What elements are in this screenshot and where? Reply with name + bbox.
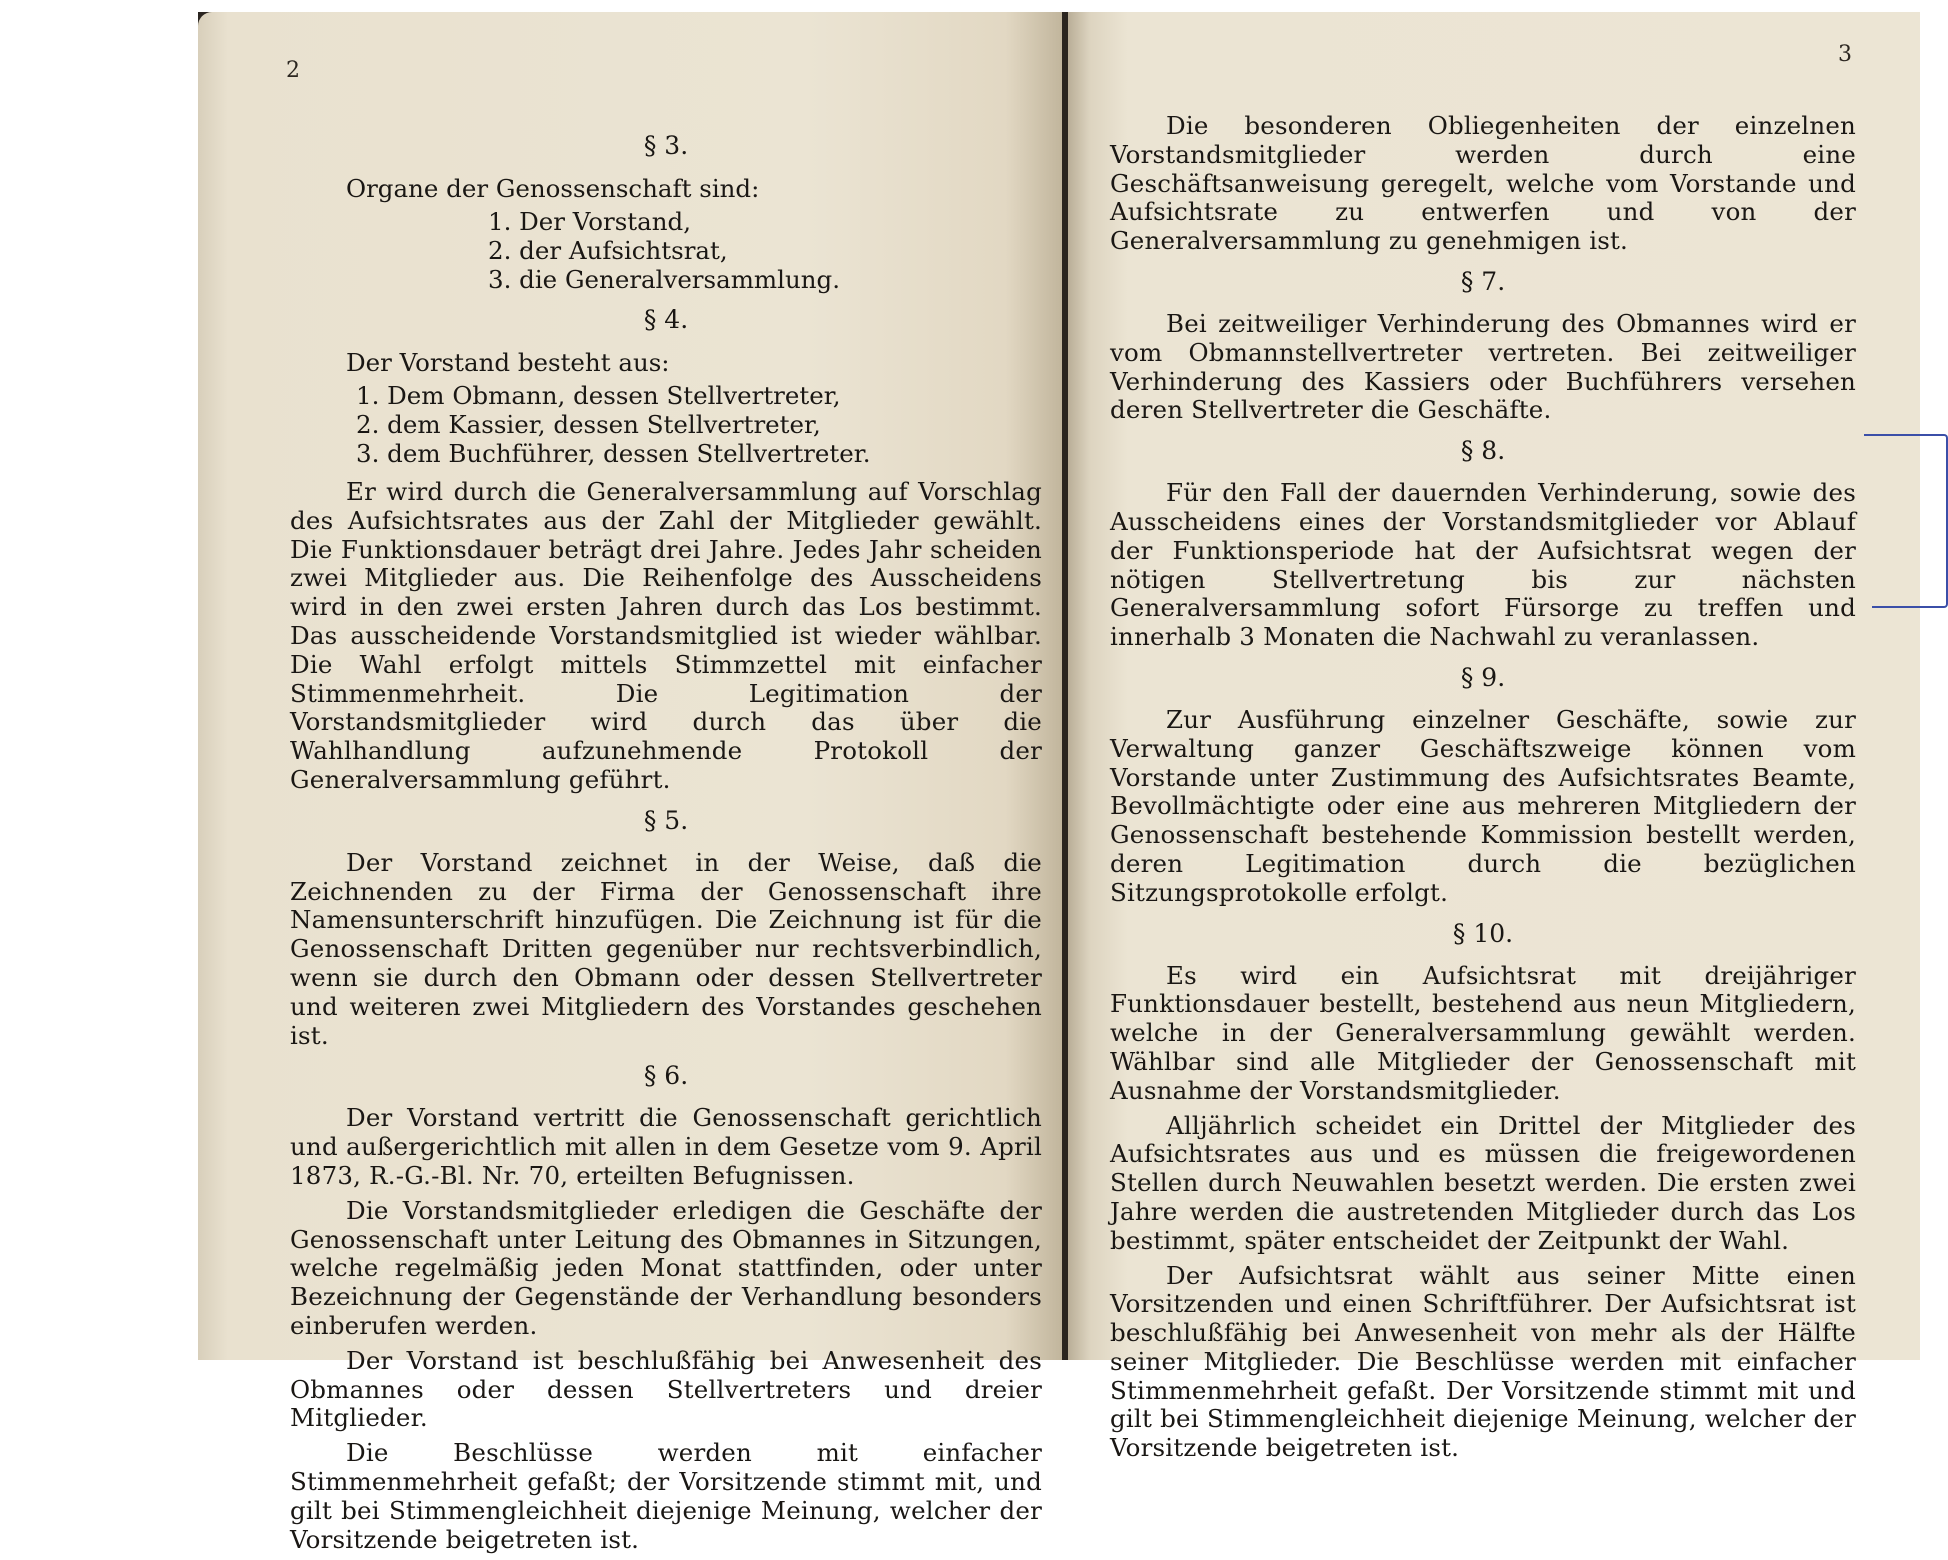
section-6-paragraph: Der Vorstand vertritt die Genossenschaft gerichtlich und außergerichtlich mit allen in dem Gesetze vom 9. April 1873, R.-G.-Bl. Nr. 70, erteilten Befugnissen. — [290, 1103, 1042, 1190]
section-5-paragraph: Der Vorstand zeichnet in der Weise, daß die Zeichnenden zu der Firma der Genossenschaft ihre Namensunterschrift hinzufügen. Die Zeichnung ist für die Genossenschaft Dritten gegenüber nur rechtsverbindlich, wenn sie durch den Obmann oder dessen Stellvertreter und weiteren zwei Mitgliedern des Vorstandes geschehen ist. — [290, 847, 1042, 1050]
pen-bracket-mark — [1900, 434, 1948, 608]
section-7-paragraph: Bei zeitweiliger Verhinderung des Obmannes wird er vom Obmannstellvertreter vertreten. Bei zeitweiliger Verhinderung des Kassiers oder Buchführers versehen deren Stellvertreter die Geschäfte. — [1110, 308, 1856, 425]
section-3-lead: Organe der Genossenschaft sind: — [346, 174, 760, 203]
section-9-heading: § 9. — [1460, 662, 1506, 692]
page-number-right: 3 — [1838, 42, 1852, 67]
section-8-paragraph: Für den Fall der dauernden Verhinderung, sowie des Ausscheidens eines der Vorstandsmitglieder vor Ablauf der Funktionsperiode hat der Aufsichtsrat wegen der nötigen Stellvertretung bis zur nächsten Generalversammlung sofort Fürsorge zu treffen und innerhalb 3 Monaten die Nachwahl zu veranlassen. — [1110, 478, 1856, 652]
organs-list — [488, 207, 1042, 294]
left-page — [198, 12, 1066, 1554]
list-item: 3. die Generalversammlung. — [488, 265, 841, 294]
section-6-heading: § 6. — [643, 1061, 689, 1091]
section-10-paragraph: Alljährlich scheidet ein Drittel der Mitglieder des Aufsichtsrates aus und es müssen die freigewordenen Stellen durch Neuwahlen besetzt werden. Die ersten zwei Jahre werden die austretenden Mitglieder durch das Los bestimmt, später entscheidet der Zeitpunkt der Wahl. — [1110, 1110, 1856, 1255]
list-item: 2. dem Kassier, dessen Stellvertreter, — [356, 410, 821, 439]
left-page-text — [290, 120, 1042, 1560]
section-6-paragraph: Die Vorstandsmitglieder erledigen die Geschäfte der Genossenschaft unter Leitung des Obmannes in Sitzungen, welche regelmäßig jeden Monat stattfinden, oder unter Bezeichnung der Gegenstände der Verhandlung besonders einberufen werden. — [290, 1195, 1042, 1340]
section-10-paragraph: Der Aufsichtsrat wählt aus seiner Mitte einen Vorsitzenden und einen Schriftführer. Der Aufsichtsrat ist beschlußfähig bei Anwesenheit von mehr als der Hälfte seiner Mitglieder. Die Beschlüsse werden mit einfacher Stimmenmehrheit gefaßt. Der Vorsitzende stimmt mit und gilt bei Stimmengleichheit diejenige Meinung, welcher der Vorsitzende beigetreten ist. — [1110, 1260, 1856, 1463]
list-item: 1. Dem Obmann, dessen Stellvertreter, — [356, 381, 841, 410]
board-list — [356, 381, 1042, 468]
section-8-heading: § 8. — [1460, 436, 1506, 466]
list-item: 2. der Aufsichtsrat, — [488, 236, 728, 265]
section-5-heading: § 5. — [643, 805, 689, 835]
section-9-paragraph: Zur Ausführung einzelner Geschäfte, sowie zur Verwaltung ganzer Geschäftszweige können vom Vorstande unter Zustimmung des Aufsichtsrates Beamte, Bevollmächtigte oder eine aus mehreren Mitgliedern der Genossenschaft bestehende Kommission bestellt werden, deren Legitimation durch die bezüglichen Sitzungsprotokolle erfolgt. — [1110, 704, 1856, 907]
right-page-text — [1110, 112, 1856, 1469]
section-4-paragraph: Er wird durch die Generalversammlung auf Vorschlag des Aufsichtsrates aus der Zahl der Mitglieder gewählt. Die Funktionsdauer beträgt drei Jahre. Jedes Jahr scheiden zwei Mitglieder aus. Die Reihenfolge des Ausscheidens wird in den zwei ersten Jahren durch das Los bestimmt. Das ausscheidende Vorstandsmitglied ist wieder wählbar. Die Wahl erfolgt mittels Stimmzettel mit einfacher Stimmenmehrheit. Die Legitimation der Vorstandsmitglieder wird durch das über die Wahlhandlung aufzunehmende Protokoll der Generalversammlung geführt. — [290, 477, 1042, 794]
section-7-heading: § 7. — [1460, 266, 1506, 296]
section-4-heading: § 4. — [643, 305, 689, 334]
page-number-left: 2 — [286, 58, 300, 83]
list-item: 1. Der Vorstand, — [488, 207, 691, 236]
section-3-heading: § 3. — [643, 131, 689, 160]
section-6-continuation: Die besonderen Obliegenheiten der einzelnen Vorstandsmitglieder werden durch eine Geschäftsanweisung geregelt, welche vom Vorstande und Aufsichtsrate zu entwerfen und von der Generalversammlung zu genehmigen ist. — [1110, 111, 1856, 256]
section-10-heading: § 10. — [1452, 918, 1514, 948]
book-spread — [198, 12, 1920, 1554]
list-item: 3. dem Buchführer, dessen Stellvertreter. — [356, 439, 871, 468]
section-4-lead: Der Vorstand besteht aus: — [346, 348, 670, 377]
section-6-paragraph: Die Beschlüsse werden mit einfacher Stimmenmehrheit gefaßt; der Vorsitzende stimmt mit, und gilt bei Stimmengleichheit diejenige Meinung, welcher der Vorsitzende beigetreten ist. — [290, 1438, 1042, 1554]
right-page — [1068, 12, 1920, 1463]
section-10-paragraph: Es wird ein Aufsichtsrat mit dreijähriger Funktionsdauer bestellt, bestehend aus neun Mitgliedern, welche in der Generalversammlung gewählt werden. Wählbar sind alle Mitglieder der Genossenschaft mit Ausnahme der Vorstandsmitglieder. — [1110, 960, 1856, 1105]
section-6-paragraph: Der Vorstand ist beschlußfähig bei Anwesenheit des Obmannes oder dessen Stellvertreters und dreier Mitglieder. — [290, 1345, 1042, 1433]
